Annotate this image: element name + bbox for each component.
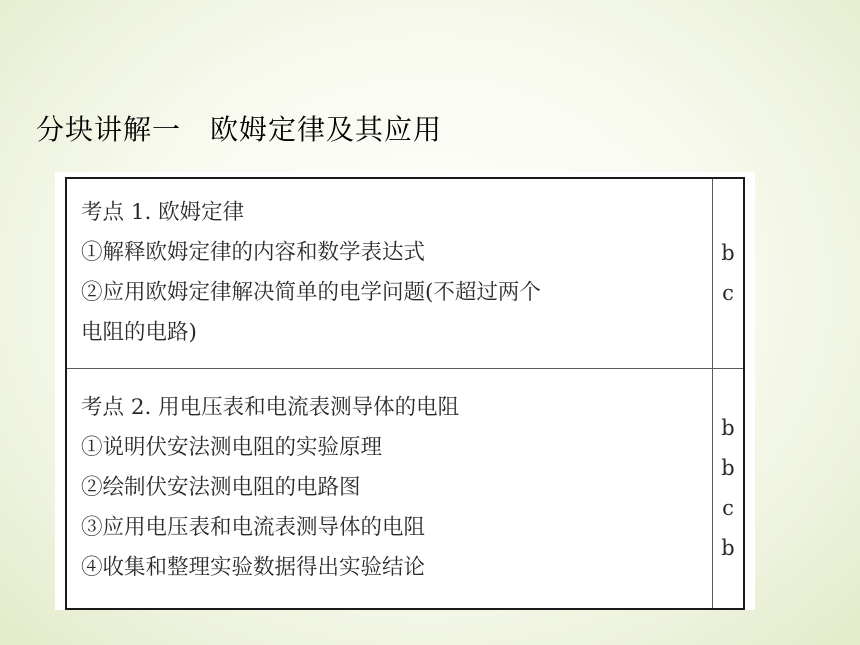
table-row bbox=[66, 368, 744, 609]
row-1-item-2: ②应用欧姆定律解决简单的电学问题(不超过两个 bbox=[81, 280, 541, 306]
row-2-level-2: b bbox=[721, 456, 735, 481]
slide-title: 分块讲解一 欧姆定律及其应用 bbox=[36, 113, 443, 146]
row-2-heading: 考点 2. 用电压表和电流表测导体的电阻 bbox=[81, 395, 460, 421]
exam-points-table-frame bbox=[55, 172, 755, 610]
row-1-level-1: b bbox=[721, 241, 735, 266]
row-2-level-3: c bbox=[722, 496, 734, 521]
row-2-item-3: ③应用电压表和电流表测导体的电阻 bbox=[81, 515, 426, 541]
row-2-level-4: b bbox=[721, 536, 735, 561]
row-2-level-cell bbox=[713, 368, 745, 609]
row-1-level-cell bbox=[713, 178, 745, 368]
row-1-heading: 考点 1. 欧姆定律 bbox=[81, 200, 245, 226]
row-1-item-1: ①解释欧姆定律的内容和数学表达式 bbox=[81, 240, 426, 266]
row-2-item-1: ①说明伏安法测电阻的实验原理 bbox=[81, 435, 383, 461]
row-2-content-cell bbox=[66, 368, 713, 609]
row-1-level-2: c bbox=[722, 281, 734, 306]
row-1-item-2-continued: 电阻的电路) bbox=[81, 320, 197, 346]
row-2-level-1: b bbox=[721, 416, 735, 441]
exam-points-table bbox=[65, 177, 745, 610]
row-2-item-4: ④收集和整理实验数据得出实验结论 bbox=[81, 555, 426, 581]
table-row bbox=[66, 178, 744, 368]
row-2-item-2: ②绘制伏安法测电阻的电路图 bbox=[81, 475, 361, 501]
row-1-content-cell bbox=[66, 178, 713, 368]
